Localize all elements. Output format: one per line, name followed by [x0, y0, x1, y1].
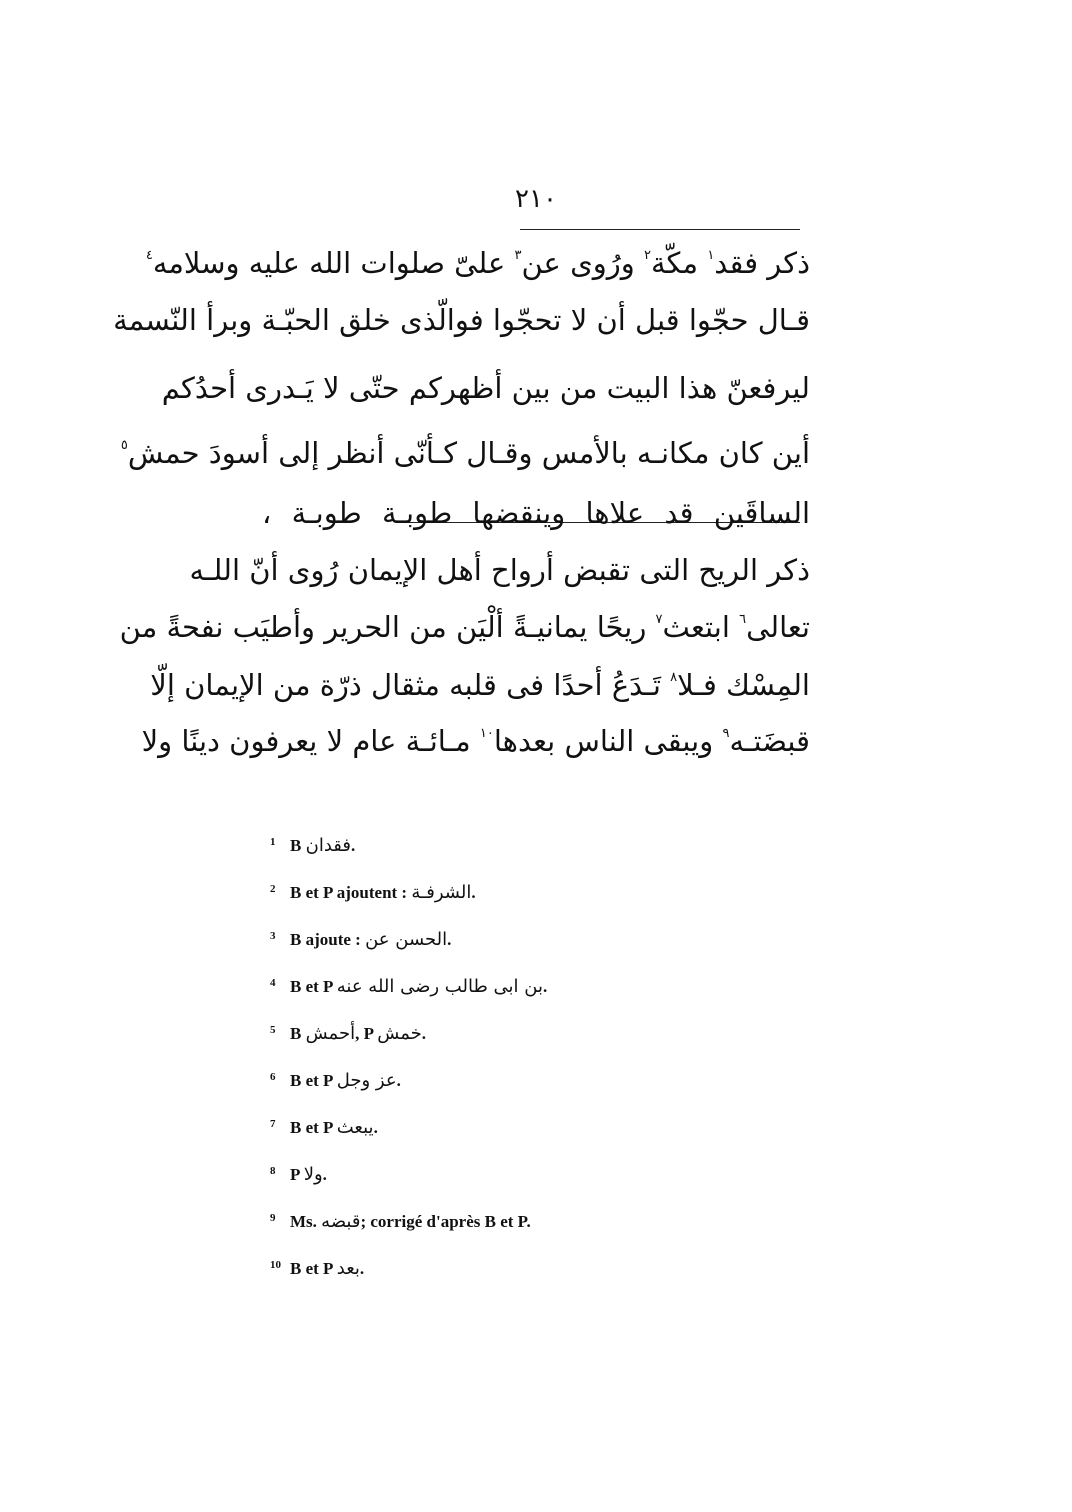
footnote [270, 822, 355, 862]
footnote-text: P [290, 1165, 304, 1184]
text-segment: ذكر فقد [714, 246, 810, 280]
footnote-text: . [542, 977, 548, 996]
footnote-text: B et P [290, 1071, 337, 1090]
footnote-number: 6 [270, 1071, 276, 1083]
text-line [262, 488, 810, 538]
footnote-marker: ٣ [514, 248, 522, 263]
footnote-number: 8 [270, 1165, 276, 1177]
text-segment: تعالى [746, 610, 810, 644]
text-segment: قـال حجّوا قبل أن لا تحجّوا فوالّذى خلق الحبّـة وبرأ النّسمة [113, 303, 810, 337]
footnote-arabic: الشرفـة [411, 882, 472, 903]
footnote-marker: ٢ [644, 248, 651, 263]
page-number: ٢١٠ [515, 184, 557, 214]
footnote-arabic: قبضه [321, 1211, 361, 1232]
text-segment: ريحًا يمانيـةً ألْيَن من الحرير وأطيَب نفحةً من [119, 610, 656, 644]
text-line [189, 545, 810, 595]
footnote-arabic: يبعث [336, 1117, 374, 1138]
footnote [270, 916, 451, 956]
footnote [270, 1010, 426, 1050]
text-segment: مكّة [650, 246, 708, 280]
text-segment: علىّ صلوات الله عليه وسلامه [152, 246, 515, 280]
text-segment: ابتعث [662, 610, 740, 644]
footnote-arabic: بعد [336, 1258, 360, 1279]
footnote [270, 1104, 378, 1144]
footnote-marker: ٧ [655, 612, 663, 627]
footnote-marker: ٥ [120, 438, 128, 453]
footnote-number: 2 [270, 883, 276, 895]
footnote-number: 7 [270, 1118, 276, 1130]
footnote-text: Ms. [290, 1212, 322, 1231]
footnote-marker: ٤ [145, 248, 153, 263]
footnote-text: . [373, 1118, 378, 1137]
footnote-text: B [290, 836, 306, 855]
text-segment: قبضَتـه [729, 724, 810, 758]
footnote-marker: ١ [707, 248, 715, 263]
footnote-text: . [471, 883, 476, 902]
footnote-text: B et P [290, 977, 337, 996]
footnote-marker: ٩ [722, 726, 730, 741]
text-segment: الساقَين قد علاها وينقضها طوبـة طوبـة ، [262, 496, 810, 530]
footnote-marker: ٨ [670, 670, 678, 685]
footnote-text: . [396, 1071, 401, 1090]
footnote-number: 10 [270, 1259, 281, 1271]
footnote-number: 1 [270, 836, 276, 848]
footnote-arabic: فقدان [305, 835, 351, 856]
text-segment: ليرفعنّ هذا البيت من بين أظهركم حتّى لا يَـدرى أحدُكم [161, 371, 810, 405]
footnote-text: B et P ajoutent : [290, 883, 412, 902]
footnote-arabic: الحسن عن [365, 929, 448, 950]
footnote-text: B et P [290, 1118, 337, 1137]
footnote-text: , P [355, 1024, 378, 1043]
footnote [270, 1057, 401, 1097]
text-segment: ويبقى الناس بعدها [493, 724, 723, 758]
footnote-text: . [421, 1024, 427, 1043]
text-line [161, 363, 810, 413]
footnote [270, 1198, 531, 1238]
footnote-text: . [350, 836, 356, 855]
text-line [141, 716, 810, 766]
footnote-marker: ٦ [739, 612, 747, 627]
footnote-number: 5 [270, 1024, 276, 1036]
text-segment: أين كان مكانـه بالأمس وقـال كـأنّى أنظر إلى أسودَ حمش [127, 436, 810, 470]
footnote-text: . [322, 1165, 327, 1184]
footnote-marker: ١٠ [479, 726, 494, 741]
text-line [119, 602, 810, 652]
footnote [270, 869, 476, 909]
footnote [270, 1245, 364, 1285]
footnote [270, 963, 547, 1003]
section-divider-top [520, 229, 800, 230]
text-line [145, 238, 810, 288]
footnote-text: B et P [290, 1259, 337, 1278]
text-segment: تَـدَعُ أحدًا فى قلبه مثقال ذرّة من الإيمان إلّا [150, 668, 671, 702]
footnote-arabic: بن ابى طالب رضى الله عنه [336, 976, 543, 997]
footnote-text: B ajoute : [290, 930, 366, 949]
text-segment: ذكر الريح التى تقبض أرواح أهل الإيمان رُوى أنّ اللـه [189, 553, 810, 587]
footnote-number: 9 [270, 1212, 276, 1224]
footnote-arabic: أحمش [305, 1023, 356, 1044]
footnote-number: 4 [270, 977, 276, 989]
text-line [113, 295, 810, 345]
footnote-text: ; corrigé d'après B et P. [360, 1212, 531, 1231]
footnote-text: . [359, 1259, 365, 1278]
footnote-arabic: عز وجل [336, 1070, 397, 1091]
text-segment: المِسْك فـلا [677, 668, 810, 702]
footnote [270, 1151, 327, 1191]
text-segment: مـائـة عام لا يعرفون دينًا ولا [141, 724, 480, 758]
footnote-number: 3 [270, 930, 276, 942]
footnote-text: B [290, 1024, 306, 1043]
text-line [150, 660, 810, 710]
text-segment: ورُوى عن [521, 246, 644, 280]
footnote-text: . [447, 930, 452, 949]
footnote-arabic: خمش [377, 1023, 422, 1044]
text-line [120, 428, 810, 478]
footnote-arabic: ولا [303, 1164, 323, 1185]
